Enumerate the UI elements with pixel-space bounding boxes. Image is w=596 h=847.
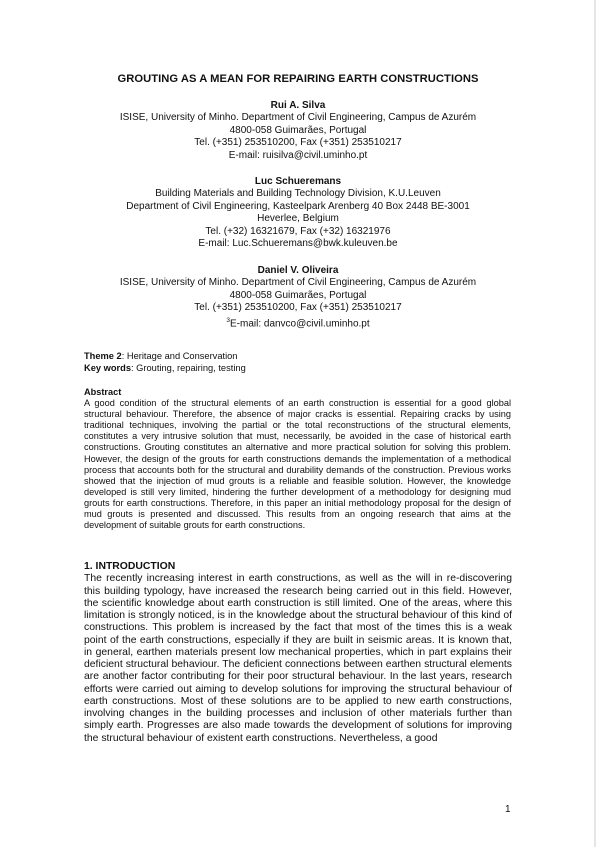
affiliation-line: Building Materials and Building Technology Division, K.U.Leuven: [155, 188, 441, 200]
affiliation-line: ISISE, University of Minho. Department of Civil Engineering, Campus de Azurém: [119, 112, 477, 124]
author-block-1: [0, 100, 596, 162]
email-line: [0, 315, 596, 331]
introduction-heading: 1. INTRODUCTION: [84, 561, 176, 572]
email-line: E-mail: Luc.Schueremans@bwk.kuleuven.be: [198, 238, 398, 250]
theme-label: Theme 2: [84, 351, 122, 361]
author-block-2: [0, 176, 596, 250]
author-name: Rui A. Silva: [270, 100, 326, 111]
address-line: 4800-058 Guimarães, Portugal: [229, 124, 367, 136]
address-line: 4800-058 Guimarães, Portugal: [229, 289, 367, 301]
keywords-line: [84, 363, 246, 375]
keywords-value: : Grouting, repairing, testing: [131, 362, 246, 373]
email-text: E-mail: danvco@civil.uminho.pt: [229, 317, 370, 329]
introduction-section: [84, 561, 512, 745]
theme-keywords: [84, 351, 246, 374]
phone-line: Tel. (+351) 253510200, Fax (+351) 253510217: [194, 302, 402, 314]
department-line: Department of Civil Engineering, Kasteelpark Arenberg 40 Box 2448 BE-3001: [126, 200, 470, 212]
introduction-text: The recently increasing interest in earth constructions, as well as the will in re-discovering this building typology, have increased the research being carried out in this field. However, the scientific knowledge about earth construction is still limited. One of the areas, where this limitation is strongly noticed, is in the knowledge about the structural behaviour of this kind of constructions. This problem is increased by the fact that most of the times this is a weak point of the earth constructions, especially if they are built in seismic areas. It is known that, in general, earthen materials present low mechanical properties, which in part explains their deficient structural behaviour. The deficient connections between earthen structural elements are another factor contributing for their poor structural behaviour. In the last years, research efforts were carried out aiming to develop solutions for improving the structural behaviour of earth constructions. Most of these solutions are to be applied to new earth constructions, involving changes in the building processes and inclusion of other materials further than simply earth. Progresses are also made towards the development of solutions for improving the structural behaviour of existent earth constructions. Nevertheless, a good: [84, 573, 512, 744]
page-number: 1: [505, 804, 511, 815]
keywords-label: Key words: [84, 362, 132, 373]
address-line: Heverlee, Belgium: [257, 213, 339, 225]
author-name: Luc Schueremans: [254, 176, 342, 187]
abstract-text: A good condition of the structural elements of an earth construction is essential for a good global structural behaviour. Therefore, the absence of major cracks is essential. Repairing cracks by using traditional techniques, involving the partial or the total reconstructions of the structural elements, constitutes a very intrusive solution that must, necessarily, be avoided in the case of historical earth constructions. Grouting constitutes an alternative and more practical solution for solving this problem. However, the design of the grouts for earth constructions demands the implementation of a methodical process that accounts both for the structural and durability demands of the construction. Previous works showed that the injection of mud grouts is a reliable and feasible solution. However, the knowledge developed is still very limited, hindering the further development of a methodology for designing mud grouts for earth constructions. Therefore, in this paper an initial methodology proposal for the design of mud grouts is presented and discussed. This results from an ongoing research that aims at the development of suitable grouts for earth constructions.: [84, 398, 511, 531]
theme-value: : Heritage and Conservation: [121, 351, 238, 361]
author-block-3: [0, 265, 596, 330]
theme-line: [84, 351, 246, 363]
affiliation-line: ISISE, University of Minho. Department of Civil Engineering, Campus de Azurém: [119, 277, 477, 289]
email-line: E-mail: ruisilva@civil.uminho.pt: [228, 149, 368, 161]
email-superscript: 3: [226, 316, 230, 324]
abstract-heading: Abstract: [84, 387, 122, 397]
phone-line: Tel. (+32) 16321679, Fax (+32) 16321976: [205, 225, 391, 237]
abstract-section: [84, 387, 511, 531]
paper-title: GROUTING AS A MEAN FOR REPAIRING EARTH CONSTRUCTIONS: [117, 73, 479, 85]
author-name: Daniel V. Oliveira: [257, 265, 339, 276]
phone-line: Tel. (+351) 253510200, Fax (+351) 253510217: [194, 137, 402, 149]
